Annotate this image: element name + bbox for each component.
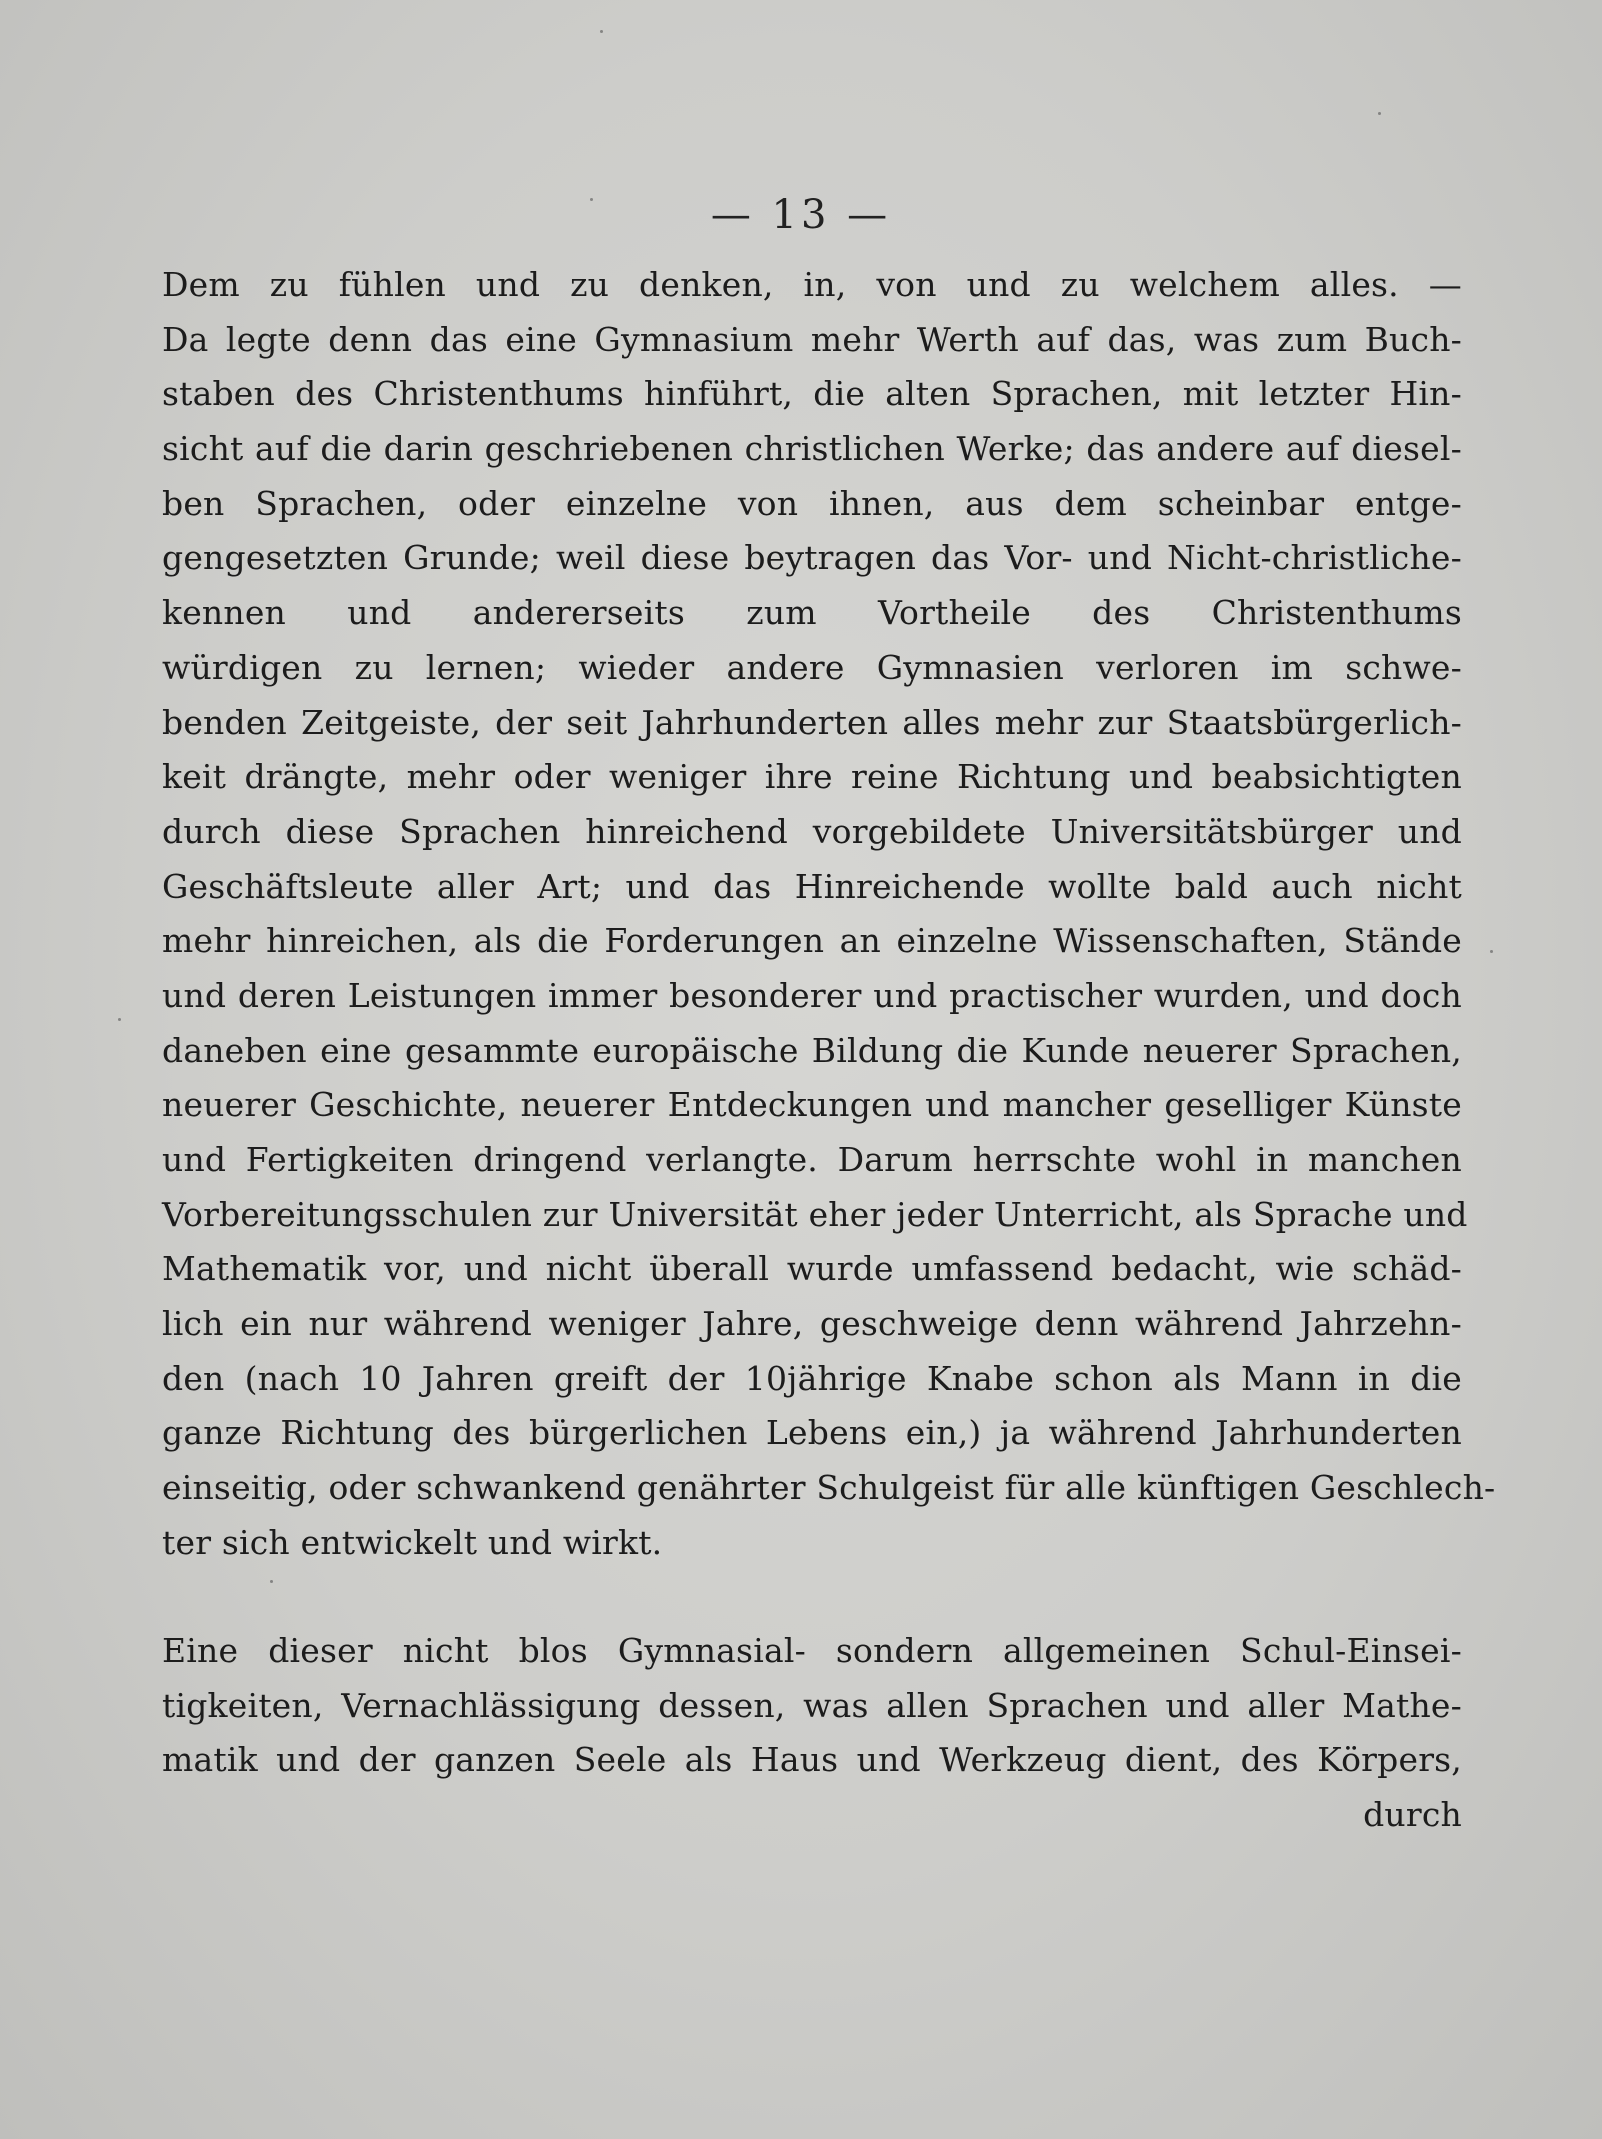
text-line: und deren Leistungen immer besonderer und practischer wurden, und doch: [162, 975, 1462, 1015]
text-line: den (nach 10 Jahren greift der 10jährige Knabe schon als Mann in die: [162, 1358, 1462, 1398]
page-number: — 13 —: [710, 192, 892, 238]
text-line: Eine dieser nicht blos Gymnasial- sondern allgemeinen Schul-Einsei-: [162, 1631, 1462, 1670]
text-line: benden Zeitgeiste, der seit Jahrhunderten alles mehr zur Staatsbürgerlich-: [162, 702, 1462, 742]
text-line: ter sich entwickelt und wirkt.: [162, 1522, 663, 1562]
text-line: Mathematik vor, und nicht überall wurde umfassend bedacht, wie schäd-: [162, 1249, 1462, 1289]
text-line: sicht auf die darin geschriebenen christlichen Werke; das andere auf diesel-: [162, 429, 1462, 469]
paper-speck: [1490, 950, 1493, 953]
text-line: ganze Richtung des bürgerlichen Lebens ein,) ja während Jahrhunderten: [162, 1413, 1462, 1453]
catchword: durch: [1363, 1795, 1462, 1835]
text-line: Geschäftsleute aller Art; und das Hinreichende wollte bald auch nicht: [162, 866, 1462, 906]
text-line: ben Sprachen, oder einzelne von ihnen, aus dem scheinbar entge-: [162, 483, 1462, 523]
text-line: gengesetzten Grunde; weil diese beytragen das Vor- und Nicht-christliche-: [162, 538, 1462, 578]
paper-speck: [600, 30, 603, 33]
paragraph-1: [162, 258, 1496, 1571]
text-line: würdigen zu lernen; wieder andere Gymnasien verloren im schwe-: [162, 647, 1462, 687]
paragraph-2: [162, 1624, 1462, 1843]
paper-speck: [270, 1580, 273, 1583]
text-line: und Fertigkeiten dringend verlangte. Darum herrschte wohl in manchen: [162, 1140, 1462, 1179]
text-line: kennen und andererseits zum Vortheile des Christenthums: [162, 593, 1462, 633]
text-line: staben des Christenthums hinführt, die alten Sprachen, mit letzter Hin-: [162, 374, 1462, 414]
text-line: daneben eine gesammte europäische Bildung die Kunde neuerer Sprachen,: [162, 1030, 1462, 1070]
text-line: tigkeiten, Vernachlässigung dessen, was allen Sprachen und aller Mathe-: [162, 1685, 1462, 1725]
text-line: keit drängte, mehr oder weniger ihre reine Richtung und beabsichtigten: [162, 757, 1462, 797]
text-line: neuerer Geschichte, neuerer Entdeckungen und mancher geselliger Künste: [162, 1085, 1462, 1125]
text-line: Da legte denn das eine Gymnasium mehr Werth auf das, was zum Buch-: [162, 319, 1462, 359]
paper-speck: [118, 1018, 121, 1021]
text-line: einseitig, oder schwankend genährter Schulgeist für alle künftigen Geschlech-: [162, 1468, 1496, 1508]
text-line: lich ein nur während weniger Jahre, geschweige denn während Jahrzehn-: [162, 1304, 1462, 1344]
text-line: durch diese Sprachen hinreichend vorgebildete Universitätsbürger und: [162, 811, 1462, 851]
text-line: mehr hinreichen, als die Forderungen an einzelne Wissenschaften, Stände: [162, 921, 1462, 961]
text-line: Dem zu fühlen und zu denken, in, von und zu welchem alles. —: [162, 265, 1462, 304]
text-line: Vorbereitungsschulen zur Universität eher jeder Unterricht, als Sprache und: [162, 1194, 1468, 1234]
paper-speck: [1378, 112, 1381, 115]
text-line: matik und der ganzen Seele als Haus und Werkzeug dient, des Körpers,: [162, 1740, 1462, 1780]
